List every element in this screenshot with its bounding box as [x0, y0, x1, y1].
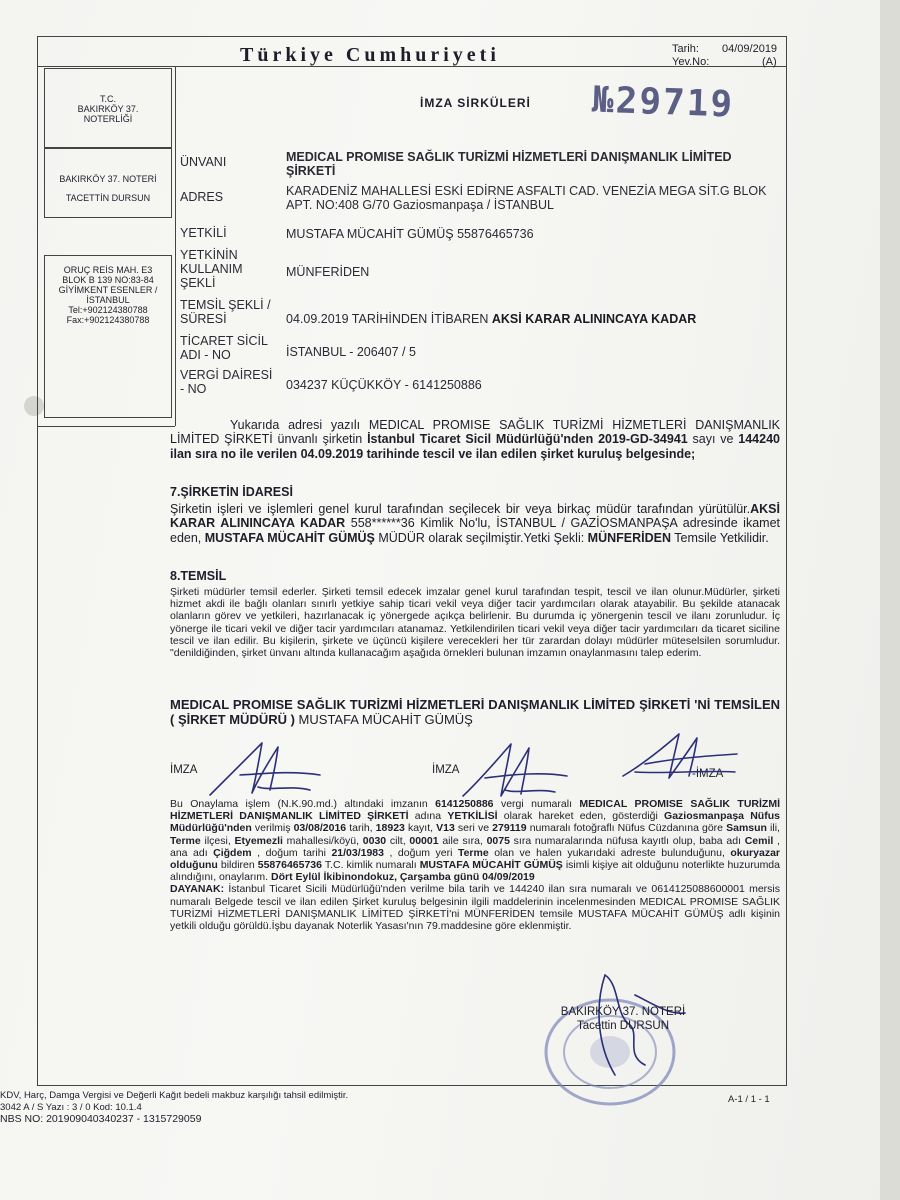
- approval-bold: MEDICAL PROMISE SAĞLIK TURİZMİ HİZMETLERİ DANIŞMANLIK LİMİTED ŞİRKETİ: [170, 798, 780, 823]
- section7-part: Şirketin işleri ve işlemleri genel kurul tarafından seçilecek bir veya birkaç müdür tarafından yürütülür.: [170, 502, 751, 516]
- approval-text: ili,: [766, 822, 780, 835]
- approval-bold: Terme: [170, 834, 201, 847]
- side-divider: [175, 66, 176, 426]
- approval-bold: 0075: [486, 834, 510, 847]
- approval-bold: 00001: [409, 834, 439, 847]
- representative-line: [170, 697, 780, 727]
- field-value-sicil: İSTANBUL - 206407 / 5: [286, 345, 416, 359]
- field-value-yetkili: MUSTAFA MÜCAHİT GÜMÜŞ 55876465736: [286, 227, 534, 241]
- section7-part: 558******36 Kimlik No'lu, İSTANBUL / GAZİOSMANPAŞA adresinde ikamet eden,: [170, 516, 780, 545]
- stamp-number: №29719: [591, 79, 735, 126]
- approval-text: adına: [408, 810, 448, 823]
- approval-text: verilmiş: [251, 822, 294, 835]
- country-title: Türkiye Cumhuriyeti: [240, 44, 500, 66]
- approval-bold: 18923: [375, 822, 405, 835]
- paper-edge: [880, 0, 900, 1200]
- signature-2: [455, 738, 575, 806]
- approval-text: cilt,: [386, 834, 410, 847]
- approval-text: Bu Onaylama işlem (N.K.90.md.) altındaki imzanın: [170, 798, 436, 810]
- date-value: 04/09/2019: [722, 43, 778, 55]
- page-number: A-1 / 1 - 1: [728, 1094, 770, 1105]
- approval-text: seri ve: [454, 822, 493, 835]
- temsil-bold: AKSİ KARAR ALININCAYA KADAR: [491, 312, 697, 326]
- approval-text: , doğum tarihi: [251, 846, 332, 859]
- approval-text: numaralı fotoğraflı Nüfus Cüzdanına göre: [526, 822, 727, 835]
- office-line: NOTERLİĞİ: [83, 114, 133, 124]
- intro-bold: 144240 ilan sıra no ile verilen 04.09.2019 tarihinde tescil ve ilan edilen şirket kuruluş belgesinde;: [170, 432, 780, 461]
- approval-text: tarih,: [346, 822, 376, 835]
- section7-part: MÜDÜR olarak seçilmiştir.Yetki Şekli:: [374, 530, 588, 545]
- representative-company: MEDICAL PROMISE SAĞLIK TURİZMİ HİZMETLERİ DANIŞMANLIK LİMİTED ŞİRKETİ 'Nİ TEMSİLEN ( ŞİRKET MÜDÜRÜ ): [170, 697, 780, 727]
- approval-bold: YETKİLİSİ: [447, 810, 498, 823]
- approval-text: olan ve halen yukarıdaki adreste bulunduğunu,: [488, 846, 731, 859]
- notary-sign-name: Tacettin DURSUN: [576, 1020, 670, 1032]
- notary-sign-title: BAKIRKÖY 37. NOTERİ: [560, 1006, 686, 1018]
- signature-label: -İMZA: [692, 768, 724, 780]
- side-bottom-line: [37, 426, 175, 427]
- intro-text: sayı ve: [687, 432, 739, 447]
- section7-bold: AKSİ KARAR ALININCAYA KADAR: [170, 502, 780, 531]
- field-label-sicil: TİCARET SİCİL ADI - NO: [180, 334, 268, 362]
- approval-bold: MUSTAFA MÜCAHİT GÜMÜŞ: [419, 859, 563, 872]
- signature-3: [615, 728, 745, 788]
- yev-value: (A): [762, 56, 777, 68]
- approval-bold: Gaziosmanpaşa Nüfus Müdürlüğü'nden: [170, 810, 780, 835]
- section7-bold: MUSTAFA MÜCAHİT GÜMÜŞ: [204, 530, 375, 545]
- approval-bold: 279119: [492, 822, 527, 835]
- approval-bold: Samsun: [726, 822, 767, 835]
- field-label-adres: ADRES: [180, 190, 224, 204]
- approval-text: olarak hareket eden, gösterdiği: [497, 810, 665, 823]
- footer-code: 3042 A / S Yazı : 3 / 0 Kod: 10.1.4: [0, 1102, 142, 1113]
- intro-paragraph: [170, 418, 780, 461]
- section7-text: [170, 502, 780, 545]
- section7-bold: MÜNFERİDEN: [587, 530, 672, 545]
- section7-title: 7.ŞİRKETİN İDARESİ: [170, 485, 293, 499]
- notary-person: TACETTİN DURSUN: [65, 193, 151, 203]
- notary-sign-block: [548, 1005, 698, 1033]
- field-label-temsil: TEMSİL ŞEKLİ / SÜRESİ: [180, 298, 271, 326]
- approval-bold: 6141250886: [435, 798, 494, 810]
- field-value-temsil: [286, 312, 696, 326]
- temsil-prefix: 04.09.2019 TARİHİNDEN İTİBAREN: [286, 312, 492, 326]
- office-name: [48, 94, 168, 124]
- office-line: T.C.: [99, 94, 116, 104]
- approval-text: , ana adı: [170, 834, 780, 859]
- field-label-yetkili: YETKİLİ: [180, 226, 227, 240]
- intro-bold: İstanbul Ticaret Sicil Müdürlüğü'nden 2019-GD-34941: [367, 432, 688, 447]
- section7-part: Temsile Yetkilidir.: [671, 530, 769, 545]
- header-meta: [672, 43, 777, 69]
- field-label-unvan: ÜNVANI: [180, 155, 227, 169]
- approval-text: mahallesi/köyü,: [282, 834, 363, 847]
- approval-text: ilçesi,: [200, 834, 235, 847]
- approval-text: kayıt,: [404, 822, 437, 835]
- approval-bold: Çiğdem: [213, 846, 252, 859]
- field-value-unvan: MEDICAL PROMISE SAĞLIK TURİZMİ HİZMETLERİ DANIŞMANLIK LİMİTED ŞİRKETİ: [286, 150, 732, 178]
- dayanak-text: İstanbul Ticaret Sicili Müdürlüğü'nden verilme bila tarih ve 144240 ilan sıra numaralı ve 0614125088600001 mersis numaralı Belgede tescil ve ilan edilen Şirket kuruluş belgesinin ilgili maddelerinin incelenmesinden MEDICAL PROMISE SAĞLIK TURİZMİ HİZMETLERİ DANIŞMANLIK LİMİTED ŞİRKETİ'ni MÜNFERİDEN temsile MUSTAFA MÜCAHİT GÜMÜŞ adlı kişinin yetkili olduğu görüldü.İşbu dayanak Noterlik Yasası'nın 79.maddesine göre eklenmiştir.: [170, 883, 780, 933]
- dayanak-label: DAYANAK:: [170, 883, 225, 896]
- approval-text: sıra numaralarında nüfusa kayıtlı olup, baba adı: [509, 834, 745, 847]
- section8-title: 8.TEMSİL: [170, 569, 227, 583]
- approval-bold: Cemil: [744, 834, 774, 847]
- approval-text: vergi numaralı: [493, 798, 580, 810]
- address-line: Tel:+902124380788: [68, 305, 148, 315]
- yev-label: Yev.No:: [672, 56, 710, 68]
- address-line: ORUÇ REİS MAH. E3: [63, 265, 153, 275]
- footer-fees: KDV, Harç, Damga Vergisi ve Değerli Kağıt bedeli makbuz karşılığı tahsil edilmiştir.: [0, 1090, 349, 1101]
- field-label-vergi: VERGİ DAİRESİ - NO: [180, 368, 273, 396]
- field-value-kullanim: MÜNFERİDEN: [286, 265, 370, 279]
- notary-name: BAKIRKÖY 37. NOTERİ: [59, 174, 157, 184]
- field-value-adres: KARADENİZ MAHALLESİ ESKİ EDİRNE ASFALTI CAD. VENEZİA MEGA SİT.G BLOK APT. NO:408 G/70 Gaziosmanpaşa / İSTANBUL: [286, 184, 767, 212]
- address-line: GİYİMKENT ESENLER /: [58, 285, 158, 295]
- approval-bold: Terme: [457, 846, 489, 859]
- approval-bold: Etyemezli: [234, 834, 283, 847]
- intro-text: Yukarıda adresi yazılı MEDICAL PROMISE SAĞLIK TURİZMİ HİZMETLERİ DANIŞMANLIK LİMİTED ŞİRKETİ ünvanlı şirketin: [170, 418, 780, 447]
- signature-label: İMZA: [432, 764, 460, 776]
- signature-1: [200, 735, 330, 805]
- address-line: Fax:+902124380788: [66, 315, 150, 325]
- approval-text: , doğum yeri: [384, 846, 458, 859]
- approval-text: isimli kişiye ait olduğunu noterlikte huzurumda alındığını, onaylarım.: [170, 859, 780, 884]
- field-label-kullanim: YETKİNİN KULLANIM ŞEKLİ: [180, 248, 243, 290]
- document-title: İMZA SİRKÜLERİ: [420, 96, 531, 110]
- approval-bold: 03/08/2016: [293, 822, 347, 835]
- approval-bold: V13: [436, 822, 455, 835]
- field-value-vergi: 034237 KÜÇÜKKÖY - 6141250886: [286, 378, 482, 392]
- address-line: BLOK B 139 NO:83-84: [62, 275, 154, 285]
- approval-bold: 0030: [362, 834, 387, 847]
- approval-bold: 55876465736: [257, 859, 322, 872]
- section8-text: Şirketi müdürler temsil ederler. Şirketi temsil edecek imzalar genel kurul tarafından tespit, tescil ve ilan olunur.Müdürler, şirketi hizmet akdi ile bağlı olanları sınırlı yetkiye sahip ticari vekil veya diğer tacir yardımcıları olarak atayabilir. Bu şekilde atanacak olanların görev ve yetkileri, hazırlanacak iç yönergede açıkça belirlenir. Bu durumda iç yönergenin tescil ve ilanı zorunludur. İç yönerge ile ticari vekil ve diğer tacir yardımcıları atanamaz. Yetkilendirilen ticari vekil veya diğer tacir yardımcıları da ticaret siciline tescil ve ilan edilir. Bu kişilerin, şirkete ve üçüncü kişilere verecekleri her tür zarardan dolayı müdürler müteselsilen sorumludur. "denildiğinden, şirket ünvanı altında kullanacağım aşağıda örnekleri bulunan imzamın onaylanmasını talep ederim.: [170, 586, 780, 660]
- address-line: İSTANBUL: [86, 295, 130, 305]
- approval-text: aile sıra,: [438, 834, 487, 847]
- notary-address: [48, 265, 168, 325]
- representative-name: MUSTAFA MÜCAHİT GÜMÜŞ: [294, 712, 473, 727]
- approval-paragraph: [170, 798, 780, 932]
- approval-text: T.C. kimlik numaralı: [322, 859, 420, 872]
- office-line: BAKIRKÖY 37.: [77, 104, 139, 114]
- approval-bold: Dört Eylül İkibinondokuz, Çarşamba günü 04/09/2019: [270, 871, 535, 884]
- approval-text: bildiren: [217, 859, 258, 872]
- signature-label: İMZA: [170, 764, 198, 776]
- approval-bold: 21/03/1983: [331, 846, 384, 859]
- date-label: Tarih:: [672, 43, 699, 55]
- footer-nbs: NBS NO: 201909040340237 - 1315729059: [0, 1113, 202, 1125]
- approval-bold: okuryazar olduğunu: [170, 846, 780, 872]
